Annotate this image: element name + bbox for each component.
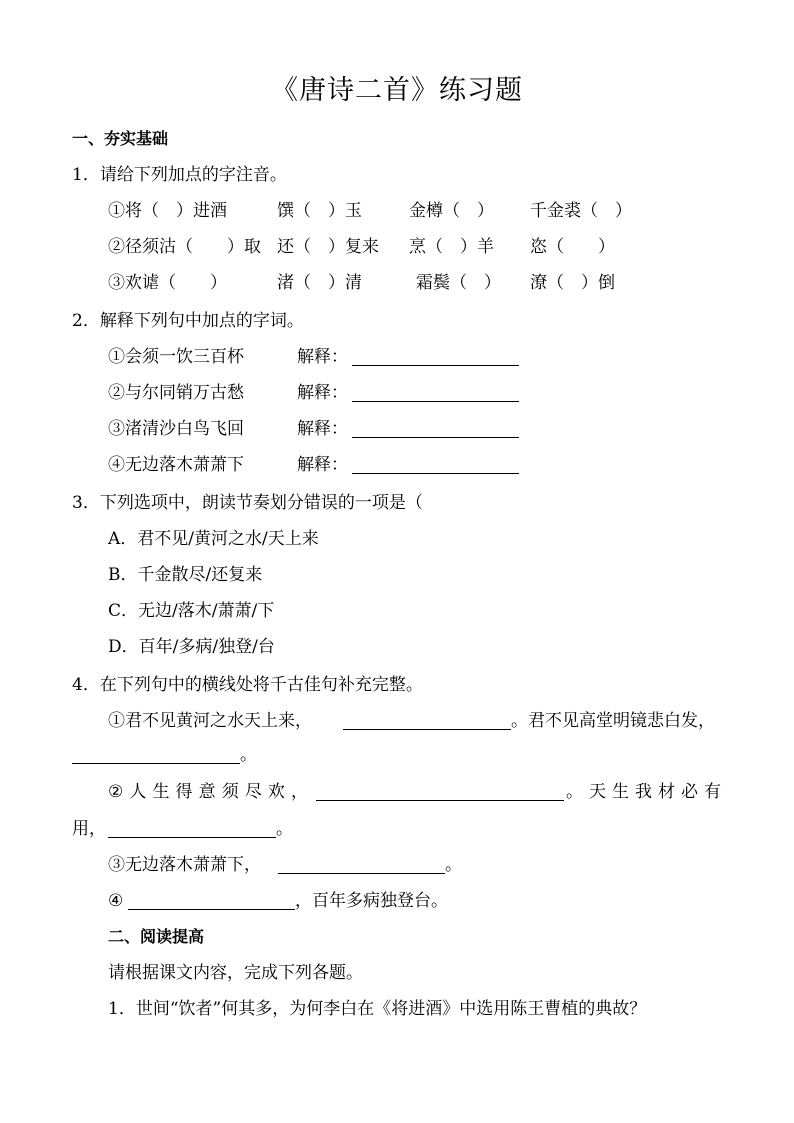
answer-blank[interactable] [352,383,519,402]
answer-blank[interactable] [316,782,564,801]
explain-label: 解释： [297,419,348,439]
explain-item: ①会须一饮三百杯 [108,347,244,367]
explain-item: ④无边落木萧萧下 [108,455,244,475]
verse-2-continued: 用， [72,819,106,839]
verse-4-end: ，百年多病独登台。 [295,891,448,911]
pinyin-item: ①将（ ）进酒 [108,201,227,221]
pinyin-item: 恣（ ） [530,237,615,257]
reading-intro: 请根据课文内容，完成下列各题。 [108,963,363,983]
answer-blank[interactable] [278,855,445,874]
section-heading-basics: 一、夯实基础 [72,129,169,148]
answer-blank[interactable] [128,891,295,910]
explain-item: ③渚清沙白鸟飞回 [108,419,244,439]
answer-blank[interactable] [108,819,276,838]
answer-blank[interactable] [352,419,519,438]
option-b: B．千金散尽/还复来 [108,565,263,585]
explain-label: 解释： [297,455,348,475]
explain-label: 解释： [297,347,348,367]
answer-blank[interactable] [352,347,519,366]
verse-4-start: ④ [108,891,124,911]
pinyin-item: 潦（ ）倒 [530,273,615,293]
verse-2-start: ② 人 生 得 意 须 尽 欢 ， [108,782,308,802]
question-3-prompt: 3．下列选项中，朗读节奏划分错误的一项是（ [72,493,423,513]
verse-3-start: ③无边落木萧萧下， [108,855,261,875]
page-title: 《唐诗二首》练习题 [271,75,523,106]
verse-2-end: 。 [276,819,293,839]
answer-blank[interactable] [72,745,240,764]
pinyin-item: 千金裘（ ） [530,201,632,221]
question-4-prompt: 4．在下列句中的横线处将千古佳句补充完整。 [72,675,423,695]
option-a: A．君不见/黄河之水/天上来 [108,529,319,549]
verse-1-middle: 。君不见高堂明镜悲白发， [511,711,715,731]
option-d: D．百年/多病/独登/台 [108,637,275,657]
pinyin-item: 渚（ ）清 [277,273,362,293]
verse-1-start: ①君不见黄河之水天上来， [108,711,312,731]
question-1-prompt: 1．请给下列加点的字注音。 [72,165,287,185]
verse-1-end: 。 [240,745,257,765]
pinyin-item: ③欢谑（ ） [108,273,227,293]
question-2-prompt: 2．解释下列句中加点的字词。 [72,311,304,331]
answer-blank[interactable] [352,455,519,474]
verse-2-tail: 。 天 生 我 材 必 有 [566,782,721,802]
section-heading-reading: 二、阅读提高 [108,927,205,946]
pinyin-item: ②径须沽（ ）取 [108,237,261,257]
explain-item: ②与尔同销万古愁 [108,383,244,403]
pinyin-item: 还（ ）复来 [277,237,379,257]
pinyin-item: 金樽（ ） [409,201,494,221]
pinyin-item: 馔（ ）玉 [277,201,362,221]
explain-label: 解释： [297,383,348,403]
pinyin-item: 霜鬓（ ） [416,273,501,293]
option-c: C．无边/落木/萧萧/下 [108,601,275,621]
reading-question-1: 1．世间“饮者”何其多，为何李白在《将进酒》中选用陈王曹植的典故？ [108,999,647,1019]
pinyin-item: 烹（ ）羊 [409,237,494,257]
verse-3-end: 。 [445,855,462,875]
answer-blank[interactable] [343,711,511,730]
